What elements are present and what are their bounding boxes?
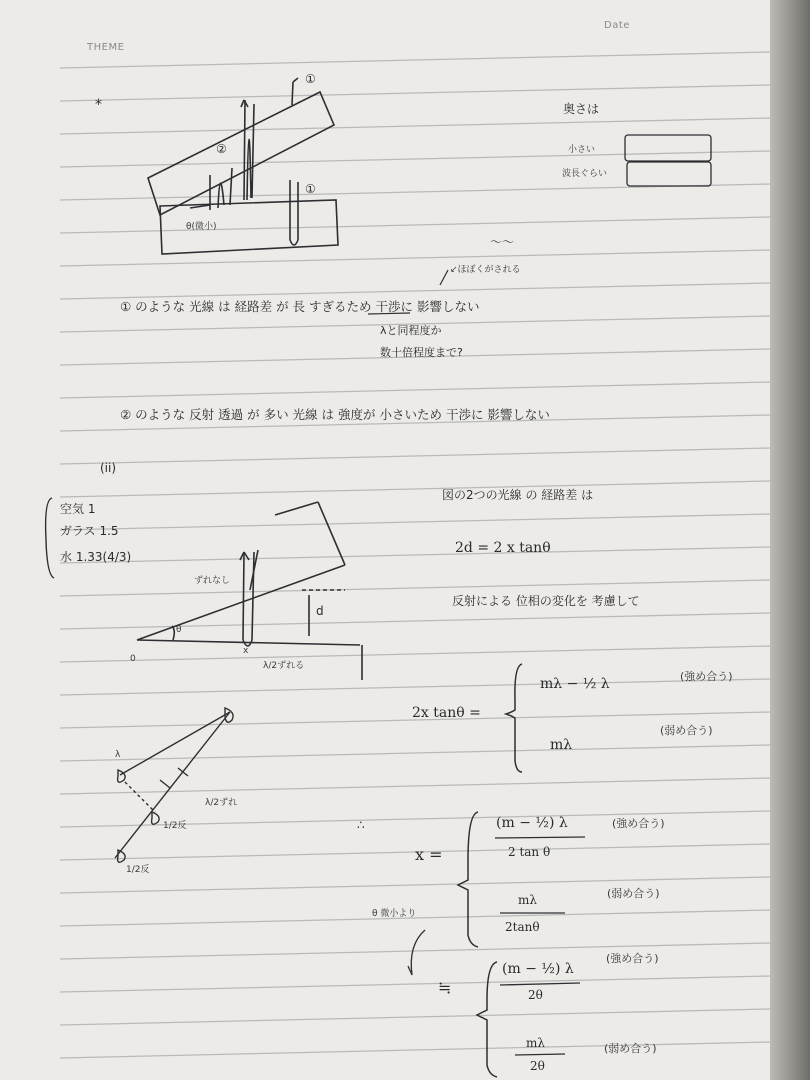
marker-1-top: ①	[305, 72, 316, 86]
star-mark: *	[95, 97, 102, 113]
label-d: d	[316, 604, 324, 618]
medium-glass: ガラス 1.5	[60, 524, 119, 538]
figure-label-shift: λ/2ずれ	[205, 798, 238, 808]
fraction-2-numerator: mλ	[518, 893, 537, 907]
statement-1-note-a: λと同程度か	[380, 324, 442, 337]
label-shift: λ/2ずれる	[263, 661, 305, 671]
part-ii-label: (ii)	[100, 461, 117, 475]
side-note-b: 波長ぐらい	[562, 169, 608, 179]
fraction-2-denominator: 2tanθ	[505, 920, 540, 934]
fraction-3-numerator: (m − ½) λ	[502, 961, 574, 977]
side-note-boxes	[625, 135, 711, 186]
fraction-4-numerator: mλ	[526, 1036, 545, 1050]
lower-left-figure	[115, 708, 233, 862]
notebook-edge	[770, 0, 810, 1080]
medium-water: 水 1.33(4/3)	[60, 550, 132, 564]
marker-1-bottom: ①	[305, 182, 316, 196]
path-diff-formula: 2d = 2 x tanθ	[455, 540, 551, 556]
fraction-1-numerator: (m − ½) λ	[496, 815, 568, 831]
therefore-mark: ∴	[357, 818, 365, 832]
medium-air: 空気 1	[60, 502, 96, 516]
side-note-title: 奥さは	[563, 102, 600, 116]
x-equals: x =	[415, 845, 443, 864]
part-ii-wedge-diagram	[137, 502, 362, 680]
figure-label-lambda: λ	[115, 750, 121, 760]
label-no-shift: ずれなし	[194, 576, 231, 586]
case-1-expression: mλ − ½ λ	[540, 676, 610, 692]
statement-1: ① のような 光線 は 経路差 が 長 すぎるため 干渉に 影響しない	[120, 299, 480, 314]
wave-marks: 〜〜	[490, 235, 515, 249]
approx-symbol: ≒	[438, 978, 452, 997]
statement-2: ② のような 反射 透過 が 多い 光線 は 強度が 小さいため 干渉に 影響しない	[120, 407, 550, 422]
case-1-label: (強め合う)	[680, 670, 733, 683]
label-origin: 0	[130, 654, 136, 664]
theme-label: THEME	[87, 42, 125, 53]
case-2-label: (弱め合う)	[660, 724, 713, 737]
case-2-expression: mλ	[550, 737, 573, 753]
equation-lhs: 2x tanθ =	[412, 705, 481, 721]
phase-note: 反射による 位相の変化を 考慮して	[452, 594, 640, 608]
theta-label: θ(微小)	[186, 222, 217, 232]
fraction-4-denominator: 2θ	[530, 1059, 545, 1073]
side-note-a: 小さい	[568, 145, 596, 155]
path-diff-text: 図の2つの光線 の 経路差 は	[442, 488, 594, 502]
date-label: Date	[604, 20, 630, 31]
arrow-note: ↙ほぼくがされる	[450, 265, 521, 275]
fraction-4-label: (弱め合う)	[604, 1042, 657, 1055]
fraction-3-label: (強め合う)	[606, 952, 659, 965]
label-theta: θ	[176, 625, 182, 635]
brace-2	[458, 812, 478, 947]
fraction-1-denominator: 2 tan θ	[508, 845, 551, 859]
label-x: x	[243, 646, 249, 656]
fraction-2-label: (弱め合う)	[607, 887, 660, 900]
statement-1-note-b: 数十倍程度まで?	[380, 346, 463, 359]
marker-2: ②	[216, 142, 227, 156]
brace-3	[477, 962, 497, 1077]
approx-note: θ 微小より	[372, 909, 417, 919]
fraction-3-denominator: 2θ	[528, 988, 543, 1002]
fraction-1-label: (強め合う)	[612, 817, 665, 830]
figure-label-half-2: 1/2反	[126, 865, 150, 875]
figure-label-half-1: 1/2反	[163, 821, 187, 831]
